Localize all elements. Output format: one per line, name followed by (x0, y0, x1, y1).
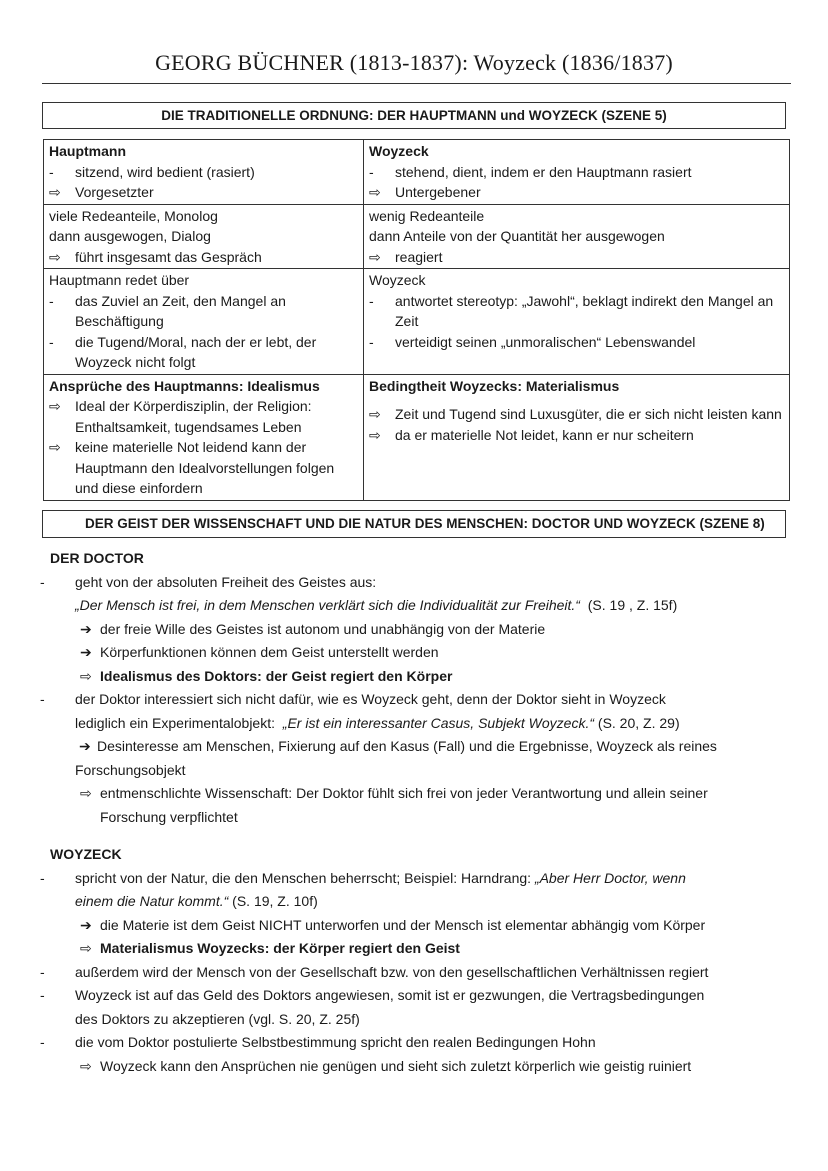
list-item-text: da er materielle Not leidet, kann er nur scheitern (395, 426, 694, 443)
comparison-table (43, 139, 790, 501)
cell-text: Hauptmann redet über (49, 272, 190, 288)
list-item (49, 332, 357, 373)
table-cell (364, 140, 790, 205)
arrow-icon: ⇨ (49, 439, 61, 455)
table-cell (44, 204, 364, 269)
citation: (S. 20, Z. 29) (597, 714, 680, 731)
arrow-icon: ⇨ (369, 426, 381, 443)
table-cell (44, 269, 364, 375)
dash-bullet: - (369, 292, 374, 309)
dash-bullet: - (40, 573, 45, 590)
subsection-heading: DER DOCTOR (50, 550, 144, 566)
quote: „Der Mensch ist frei, in dem Menschen verklärt sich die Individualität zur Freiheit.“ (75, 597, 580, 613)
list-item-text: Ideal der Körperdisziplin, der Religion: Enthaltsamkeit, tugendsames Leben (75, 398, 312, 435)
dash-bullet: - (49, 292, 54, 309)
list-item (369, 162, 783, 183)
list-item-text: Desinteresse am Menschen, Fixierung auf den Kasus (Fall) und die Ergebnisse, Woyzeck als reines (97, 738, 717, 754)
section-body (40, 547, 790, 1078)
dash-bullet: - (40, 869, 45, 886)
section-heading-hauptmann: DIE TRADITIONELLE ORDNUNG: DER HAUPTMANN und WOYZECK (SZENE 5) (42, 102, 786, 129)
list-item (369, 425, 783, 446)
cell-heading: Bedingtheit Woyzecks: Materialismus (369, 377, 620, 394)
table-cell (364, 374, 790, 500)
dash-bullet: - (49, 333, 54, 350)
list-item-text: entmenschlichte Wissenschaft: Der Doktor fühlt sich frei von jeder Verantwortung und allein seiner (100, 785, 708, 801)
list-item-text: Forschungsobjekt (75, 761, 186, 778)
arrow-right-icon: ➔ (80, 620, 92, 637)
cell-heading: Woyzeck (369, 143, 429, 159)
arrow-right-icon: ➔ (80, 916, 92, 933)
list-item (40, 984, 790, 1008)
dash-bullet: - (40, 1034, 45, 1050)
list-item-text: die vom Doktor postulierte Selbstbestimmung spricht den realen Bedingungen Hohn (75, 1034, 596, 1050)
list-item (369, 332, 783, 353)
list-item-text: geht von der absoluten Freiheit des Geistes aus: (75, 573, 377, 590)
arrow-icon: ⇨ (80, 940, 92, 956)
arrow-icon: ⇨ (49, 184, 61, 200)
list-item-text: sitzend, wird bedient (rasiert) (75, 163, 255, 180)
list-item-text: die Materie ist dem Geist NICHT unterworfen und der Mensch ist elementar abhängig vom Körper (100, 916, 706, 933)
list-item-text: des Doktors zu akzeptieren (vgl. S. 20, Z. 25f) (75, 1010, 360, 1027)
arrow-icon: ⇨ (369, 406, 381, 422)
dash-bullet: - (369, 163, 374, 180)
list-item (50, 914, 790, 938)
dash-bullet: - (40, 963, 45, 980)
dash-bullet: - (49, 163, 54, 180)
cell-text: dann ausgewogen, Dialog (49, 228, 211, 244)
table-row (44, 269, 790, 375)
list-item-text: Woyzeck kann den Ansprüchen nie genügen und sieht sich zuletzt körperlich wie geistig ruiniert (100, 1057, 692, 1074)
quote-line (50, 594, 790, 618)
list-item-text: Zeit und Tugend sind Luxusgüter, die er sich nicht leisten kann (395, 406, 782, 422)
cell-text: Woyzeck (369, 272, 426, 288)
subsection-heading: WOYZECK (50, 846, 122, 862)
quote-line (50, 712, 790, 736)
quote: einem die Natur kommt.“ (75, 893, 229, 909)
list-item-text: keine materielle Not leidend kann der Hauptmann den Idealvorstellungen folgen und diese einfordern (75, 439, 335, 496)
table-cell (44, 140, 364, 205)
quote: „Er ist ein interessanter Casus, Subjekt Woyzeck.“ (282, 714, 595, 731)
arrow-icon: ⇨ (49, 398, 61, 414)
list-item-text: Vorgesetzter (75, 184, 154, 200)
list-item (50, 641, 790, 665)
list-item (49, 437, 357, 499)
arrow-icon: ⇨ (49, 248, 61, 265)
table-row (44, 140, 790, 205)
list-item (50, 665, 790, 689)
page-title: GEORG BÜCHNER (1813-1837): Woyzeck (1836/1837) (155, 50, 673, 75)
list-item (369, 291, 783, 332)
cell-text: wenig Redeanteile (369, 207, 485, 224)
title-underline (42, 83, 791, 84)
list-item-text: der freie Wille des Geistes ist autonom und unabhängig von der Materie (100, 620, 546, 637)
list-item (50, 1055, 790, 1079)
list-item (50, 782, 790, 806)
list-item-text: Körperfunktionen können dem Geist unterstellt werden (100, 644, 439, 660)
list-item (369, 404, 783, 425)
cell-heading: Ansprüche des Hauptmanns: Idealismus (49, 377, 320, 394)
arrow-right-icon: ➔ (79, 738, 91, 754)
list-item-text: reagiert (395, 248, 443, 265)
table-cell (364, 204, 790, 269)
cell-text: viele Redeanteile, Monolog (49, 207, 218, 224)
list-item (49, 291, 357, 332)
list-item (40, 688, 790, 712)
list-item-text: der Doktor interessiert sich nicht dafür, wie es Woyzeck geht, denn der Doktor sieht in Woyzeck (75, 691, 666, 707)
list-item-text: Materialismus Woyzecks: der Körper regiert den Geist (100, 940, 460, 956)
citation: (S. 19, Z. 10f) (232, 893, 318, 909)
dash-bullet: - (40, 987, 45, 1003)
dash-bullet: - (40, 691, 45, 707)
list-item-text: Woyzeck ist auf das Geld des Doktors angewiesen, somit ist er gezwungen, die Vertragsbedingungen (75, 987, 705, 1003)
arrow-icon: ⇨ (369, 248, 381, 265)
table-row (44, 204, 790, 269)
list-item (40, 867, 790, 891)
cell-text: dann Anteile von der Quantität her ausgewogen (369, 228, 665, 244)
list-item-text: lediglich ein Experimentalobjekt: (75, 714, 275, 731)
list-item (49, 182, 357, 203)
table-row (44, 374, 790, 500)
dash-bullet: - (369, 333, 374, 350)
list-item-text: außerdem wird der Mensch von der Gesellschaft bzw. von den gesellschaftlichen Verhältnissen regiert (75, 963, 709, 980)
section-heading-doctor: DER GEIST DER WISSENSCHAFT UND DIE NATUR DES MENSCHEN: DOCTOR UND WOYZECK (SZENE 8) (42, 510, 786, 538)
list-item-text: die Tugend/Moral, nach der er lebt, der Woyzeck nicht folgt (75, 333, 317, 370)
quote: „Aber Herr Doctor, wenn (534, 869, 686, 886)
spacer (50, 829, 790, 843)
cell-heading: Hauptmann (49, 143, 126, 159)
citation: (S. 19 , Z. 15f) (587, 597, 678, 613)
list-item-text: stehend, dient, indem er den Hauptmann rasiert (395, 163, 692, 180)
arrow-icon: ⇨ (80, 1057, 92, 1074)
table-cell (44, 374, 364, 500)
arrow-icon: ⇨ (80, 785, 92, 801)
quote-line (50, 890, 790, 914)
list-item-text: Untergebener (395, 184, 481, 200)
list-item (40, 961, 790, 985)
list-item-text: antwortet stereotyp: „Jawohl“, beklagt indirekt den Mangel an Zeit (395, 292, 774, 329)
list-item (40, 1031, 790, 1055)
arrow-icon: ⇨ (369, 184, 381, 200)
list-item (49, 396, 357, 437)
list-item (50, 937, 790, 961)
table-cell (364, 269, 790, 375)
list-item (49, 247, 357, 268)
list-item (369, 182, 783, 203)
arrow-icon: ⇨ (80, 667, 92, 684)
list-item-text: das Zuviel an Zeit, den Mangel an Beschäftigung (75, 292, 286, 329)
list-item-text: spricht von der Natur, die den Menschen beherrscht; Beispiel: Harndrang: (75, 869, 532, 886)
list-item (50, 618, 790, 642)
list-item (40, 571, 790, 595)
list-item-text: Forschung verpflichtet (100, 808, 238, 825)
list-item-text: Idealismus des Doktors: der Geist regiert den Körper (100, 667, 453, 684)
list-item (49, 162, 357, 183)
list-item-text: verteidigt seinen „unmoralischen“ Lebenswandel (395, 333, 696, 350)
list-item-text: führt insgesamt das Gespräch (75, 248, 262, 265)
list-item (369, 247, 783, 268)
arrow-right-icon: ➔ (80, 644, 92, 660)
list-item (50, 735, 790, 759)
